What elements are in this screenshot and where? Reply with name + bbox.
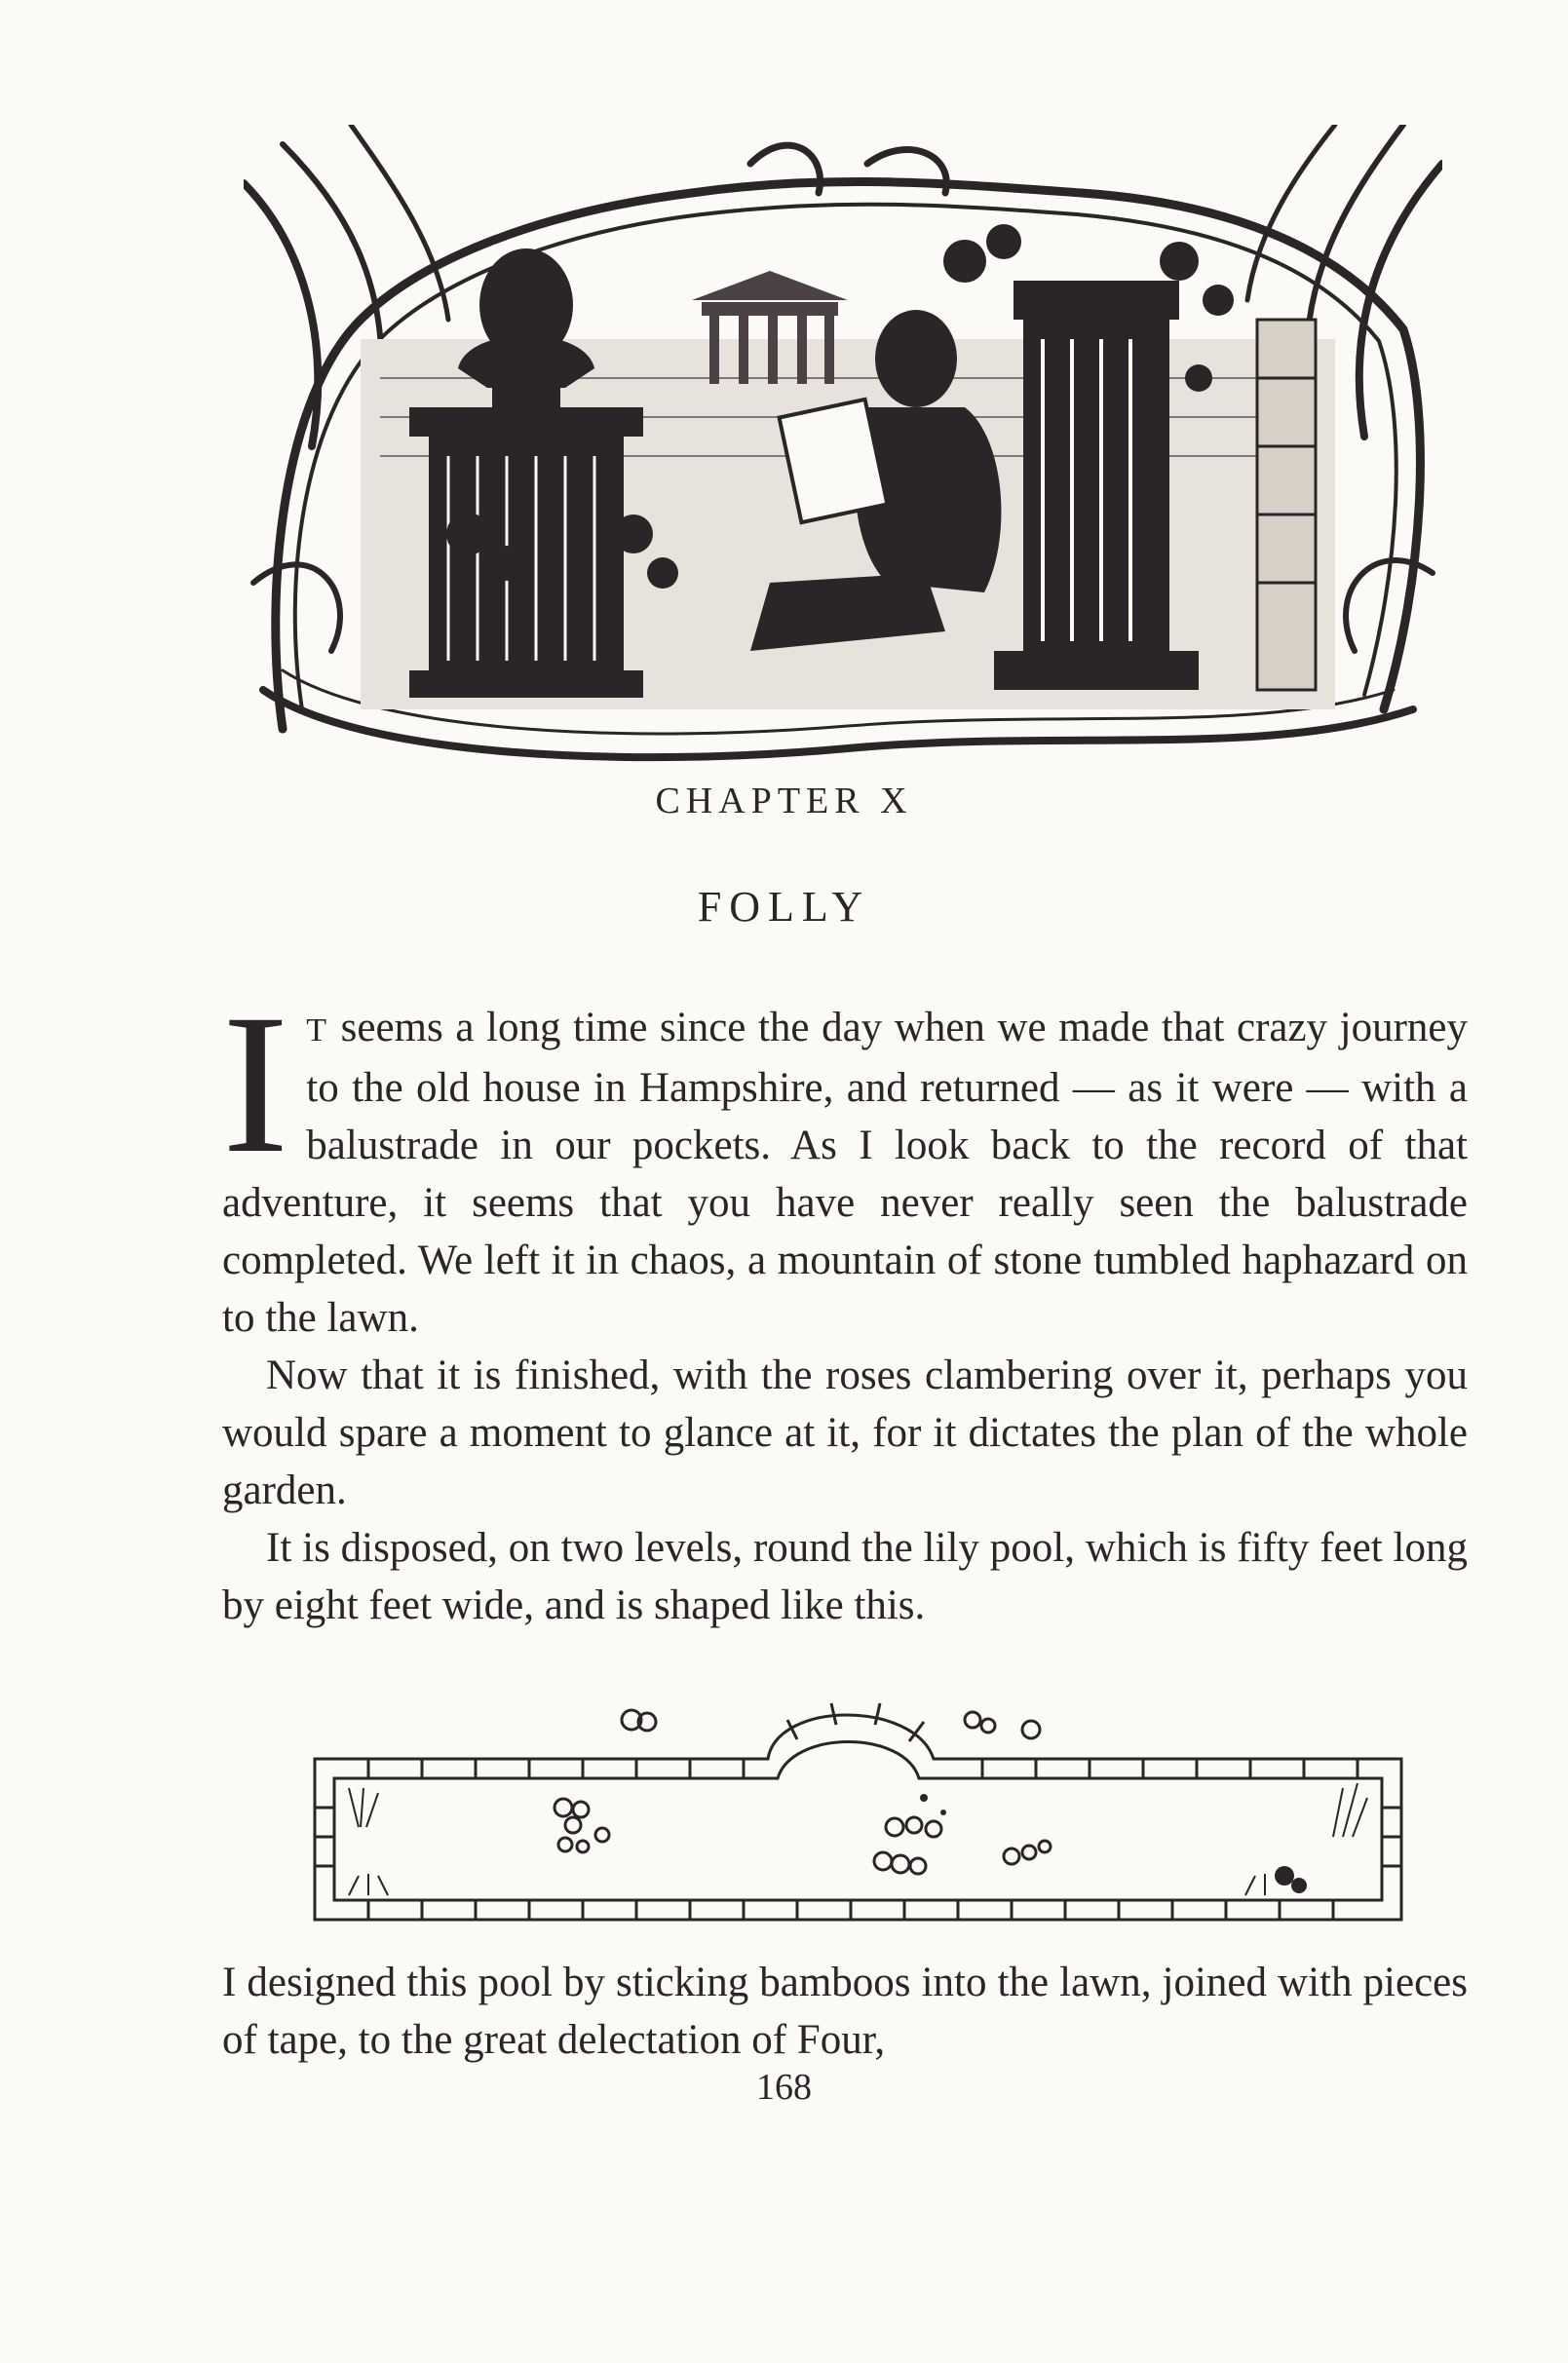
- paragraph-1-text: seems a long time since the day when we made that crazy journey to the old house in Hampshire, and returned — as it were — with a balustrade in our pockets. As I look back to the record of that adventure, it seems that you have never really seen the balustrade completed. We left it in chaos, a mountain of stone tumbled haphazard on to the lawn.: [222, 1005, 1468, 1341]
- chapter-title: FOLLY: [697, 883, 871, 931]
- chapter-vignette-engraving: [244, 125, 1442, 768]
- page-number: 168: [756, 2067, 812, 2108]
- paragraph-4: I designed this pool by sticking bamboos into the lawn, joined with pieces of tape, to the great delectation of Four,: [222, 1960, 1468, 2063]
- body-text-top: [222, 973, 1468, 1634]
- opening-small-caps: T: [306, 1012, 329, 1048]
- paragraph-2: Now that it is finished, with the roses clambering over it, perhaps you would spare a moment to glance at it, for it dictates the plan of the whole garden.: [222, 1353, 1468, 1513]
- drop-cap: I: [222, 973, 289, 1195]
- paragraph-1: [222, 973, 1468, 1347]
- body-text-bottom: [222, 1954, 1468, 2069]
- paragraph-3: It is disposed, on two levels, round the lily pool, which is fifty feet long by eight feet wide, and is shaped like this.: [222, 1525, 1468, 1628]
- chapter-number: CHAPTER X: [655, 781, 913, 821]
- lily-pool-plan-illustration: [310, 1700, 1406, 1929]
